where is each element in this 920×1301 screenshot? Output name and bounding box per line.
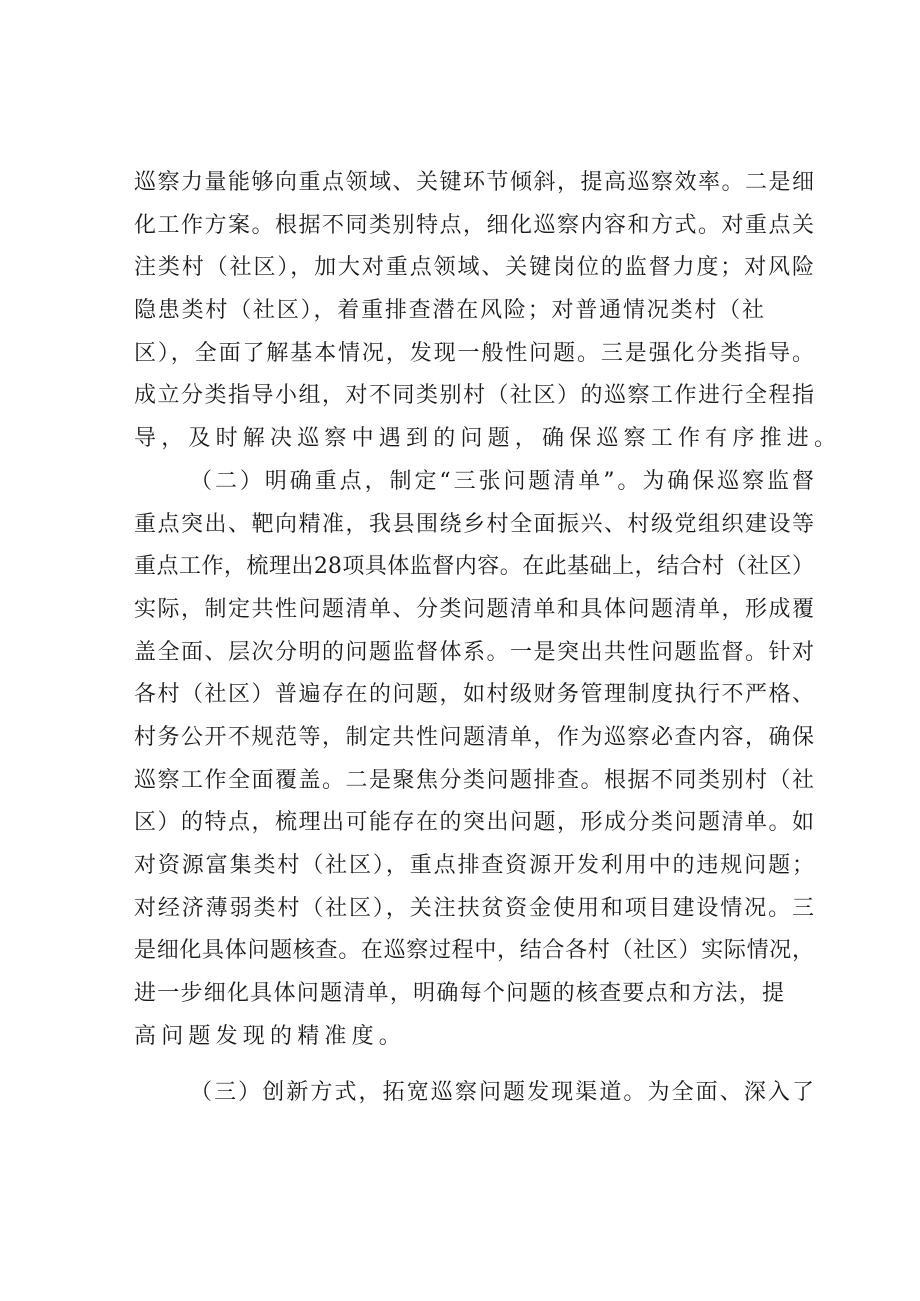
paragraph-2-line-8: 巡察工作全面覆盖。二是聚焦分类问题排查。根据不同类别村（社 bbox=[134, 768, 814, 793]
paragraph-2-line-2: 重点突出、靶向精准，我县围绕乡村全面振兴、村级党组织建设等 bbox=[134, 512, 814, 537]
paragraph-2-line-5: 盖全面、层次分明的问题监督体系。一是突出共性问题监督。针对 bbox=[134, 640, 814, 665]
paragraph-2-line-13: 进一步细化具体问题清单，明确每个问题的核查要点和方法，提 bbox=[134, 981, 784, 1006]
paragraph-2-line-12: 是细化具体问题核查。在巡察过程中，结合各村（社区）实际情况， bbox=[134, 938, 814, 963]
paragraph-2-line-3: 重点工作，梳理出28项具体监督内容。在此基础上，结合村（社区） bbox=[134, 554, 814, 579]
paragraph-1-line-5: 区），全面了解基本情况，发现一般性问题。三是强化分类指导。 bbox=[134, 341, 814, 366]
paragraph-2-line-14: 高问题发现的精准度。 bbox=[134, 1024, 407, 1049]
paragraph-1-line-2: 化工作方案。根据不同类别特点，细化巡察内容和方式。对重点关 bbox=[134, 213, 814, 238]
paragraph-2-line-9: 区）的特点，梳理出可能存在的突出问题，形成分类问题清单。如 bbox=[134, 810, 814, 835]
paragraph-2-heading-line: （二）明确重点，制定“三张问题清单”。为确保巡察监督 bbox=[190, 469, 814, 494]
paragraph-2-line-11: 对经济薄弱类村（社区），关注扶贫资金使用和项目建设情况。三 bbox=[134, 896, 814, 921]
paragraph-2-line-7: 村务公开不规范等，制定共性问题清单，作为巡察必查内容，确保 bbox=[134, 725, 814, 750]
paragraph-2-line-4: 实际，制定共性问题清单、分类问题清单和具体问题清单，形成覆 bbox=[134, 597, 814, 622]
paragraph-1-line-3: 注类村（社区），加大对重点领域、关键岗位的监督力度；对风险 bbox=[134, 255, 814, 280]
paragraph-2-line-6: 各村（社区）普遍存在的问题，如村级财务管理制度执行不严格、 bbox=[134, 682, 814, 707]
paragraph-1-line-1: 巡察力量能够向重点领域、关键环节倾斜，提高巡察效率。二是细 bbox=[134, 170, 814, 195]
paragraph-2-line-10: 对资源富集类村（社区），重点排查资源开发利用中的违规问题； bbox=[134, 853, 814, 878]
paragraph-3-heading-line: （三）创新方式，拓宽巡察问题发现渠道。为全面、深入了 bbox=[190, 1080, 814, 1105]
paragraph-1-line-6: 成立分类指导小组，对不同类别村（社区）的巡察工作进行全程指 bbox=[134, 383, 814, 408]
paragraph-1-line-4: 隐患类村（社区），着重排查潜在风险；对普通情况类村（社 bbox=[134, 298, 764, 323]
paragraph-1-line-7: 导，及时解决巡察中遇到的问题，确保巡察工作有序推进。 bbox=[134, 426, 842, 451]
